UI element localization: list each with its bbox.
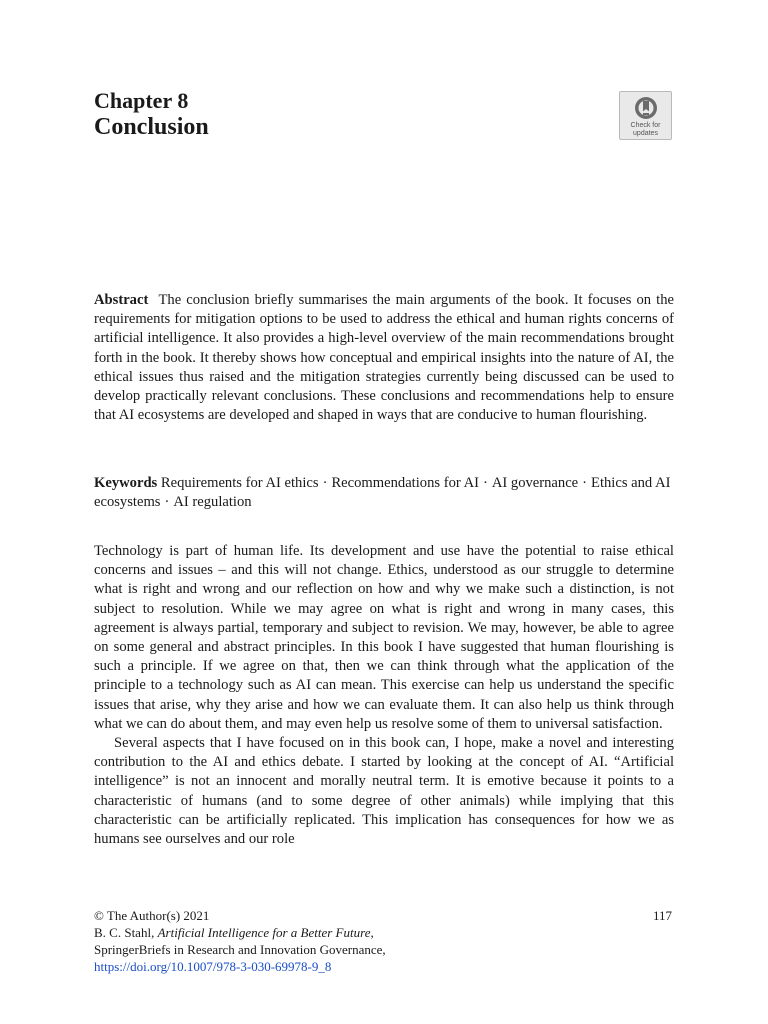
body-paragraph: Technology is part of human life. Its development and use have the potential to raise ethical concerns and issues – and this will not change. Ethics, understood as our struggle to determine what is right and wrong and our reflection on how and why we make such a distinction, is not subject to resolution. While we may agree on what is right and wrong in many cases, this agreement is always partial, temporary and subject to revision. We may, however, be able to agree on some general and abstract principles. In this book I have suggested that human flourishing is such a principle. If we agree on that, then we can think through what the application of the principle to a technology such as AI can mean. This exercise can help us understand the specific issues that arise, why they arise and how we can evaluate them. It can also help us think through what we can do about them, and may even help us resolve some of them to universal satisfaction. — [94, 543, 674, 732]
keyword-separator: · — [322, 475, 328, 491]
body-text — [94, 542, 674, 849]
footer — [94, 907, 674, 975]
keywords — [94, 474, 674, 512]
copyright: © The Author(s) 2021 — [94, 908, 210, 923]
keyword-separator: · — [482, 475, 488, 491]
keyword-item: Requirements for AI ethics — [160, 475, 319, 491]
check-for-updates-icon — [633, 95, 659, 121]
check-for-updates-badge[interactable] — [619, 91, 672, 140]
keyword-item: AI regulation — [173, 494, 252, 511]
keyword-separator: · — [582, 475, 588, 491]
page-number: 117 — [652, 908, 672, 923]
author: B. C. Stahl, — [94, 925, 155, 940]
keyword-item: Ethics and AI ecosystems — [94, 475, 671, 511]
keyword-separator: · — [164, 494, 170, 511]
chapter-title: Conclusion — [94, 114, 209, 140]
body-paragraph: Several aspects that I have focused on in this book can, I hope, make a novel and interesting contribution to the AI and ethics debate. I started by looking at the concept of AI. “Artificial intelligence” is not an innocent and morally neutral term. It is emotive because it points to a characteristic of humans (and to some degree of other animals) while implying that this characteristic can be artificially replicated. This implication has consequences for how we as humans see ourselves and our role — [94, 735, 674, 848]
badge-text-line1: Check for — [630, 122, 661, 129]
keywords-label: Keywords — [94, 475, 158, 491]
book-title: Artificial Intelligence for a Better Future — [157, 925, 371, 940]
keyword-item: Recommendations for AI — [331, 475, 479, 491]
chapter-number: Chapter 8 — [94, 88, 189, 113]
abstract-label: Abstract — [94, 292, 149, 308]
citation-line: B. C. Stahl, Artificial Intelligence for a Better Future, — [94, 925, 374, 940]
keyword-item: AI governance — [491, 475, 579, 491]
doi-link[interactable]: https://doi.org/10.1007/978-3-030-69978-9_8 — [94, 959, 332, 974]
series: SpringerBriefs in Research and Innovation Governance, — [94, 942, 386, 957]
abstract-text: The conclusion briefly summarises the main arguments of the book. It focuses on the requirements for mitigation options to be used to address the ethical and human rights concerns of artificial intelligence. It also provides a high-level overview of the main recommendations brought forth in the book. It thereby shows how conceptual and empirical insights into the nature of AI, the ethical issues thus raised and the mitigation strategies currently being discussed can be used to develop practically relevant conclusions. These conclusions and recommendations help to ensure that AI ecosystems are developed and shaped in ways that are conducive to human flourishing. — [94, 292, 674, 424]
page — [94, 0, 674, 1024]
badge-text-line2: updates — [633, 130, 658, 137]
abstract — [94, 291, 674, 425]
